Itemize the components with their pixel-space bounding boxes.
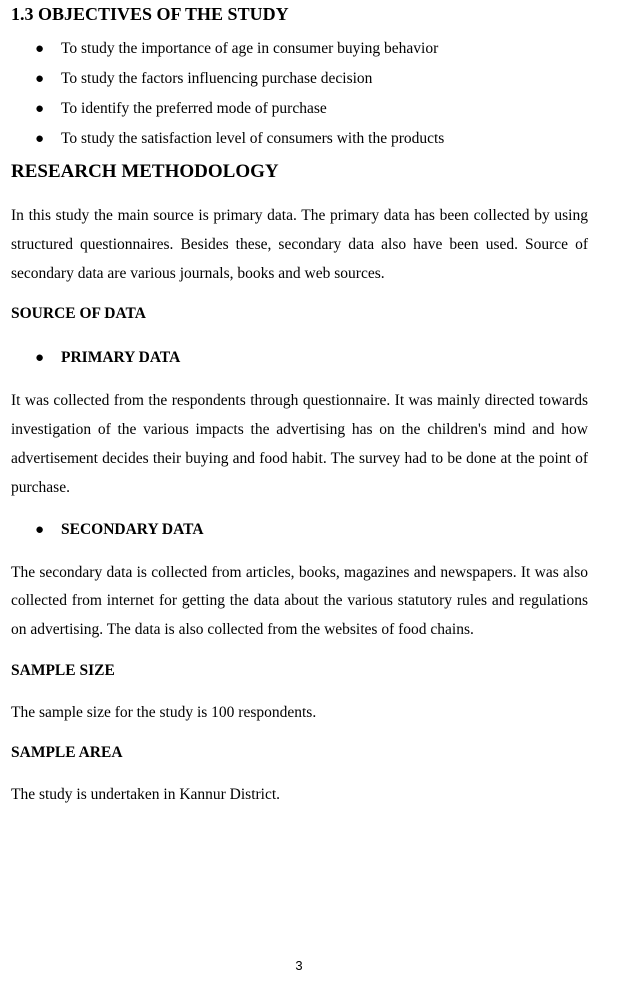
bullet-icon: ● <box>35 101 45 117</box>
objective-text: To study the importance of age in consumer buying behavior <box>61 40 439 57</box>
list-item <box>11 124 588 154</box>
sample-area-paragraph: The study is undertaken in Kannur District. <box>11 785 281 803</box>
primary-data-paragraph: It was collected from the respondents through questionnaire. It was mainly directed towards investigation of the various impacts the advertising has on the children's mind and how advertisement decides their buying and food habit. The survey had to be done at the point of purchase. <box>11 392 588 496</box>
list-item <box>11 94 588 124</box>
methodology-paragraph: In this study the main source is primary data. The primary data has been collected by using structured questionnaires. Besides these, secondary data also have been used. Source of secondary data are various journals, books and web sources. <box>11 207 588 282</box>
secondary-data-paragraph: The secondary data is collected from articles, books, magazines and newspapers. It was also collected from internet for getting the data about the various statutory rules and regulations on advertising. The data is also collected from the websites of food chains. <box>11 563 588 639</box>
bullet-icon: ● <box>35 521 45 538</box>
secondary-data-label: SECONDARY DATA <box>61 520 204 538</box>
bullet-icon: ● <box>35 350 45 367</box>
methodology-heading: RESEARCH METHODOLOGY <box>11 161 279 182</box>
list-item <box>11 34 588 64</box>
sample-size-paragraph: The sample size for the study is 100 respondents. <box>11 703 317 721</box>
source-of-data-heading: SOURCE OF DATA <box>11 305 146 323</box>
secondary-data-heading <box>11 520 588 540</box>
document-page <box>11 0 588 810</box>
list-item <box>11 64 588 94</box>
objectives-heading: 1.3 OBJECTIVES OF THE STUDY <box>11 4 289 24</box>
bullet-icon: ● <box>35 41 45 57</box>
sample-size-heading: SAMPLE SIZE <box>11 661 115 679</box>
objective-text: To identify the preferred mode of purchase <box>61 100 327 117</box>
page-number: 3 <box>295 958 303 973</box>
bullet-icon: ● <box>35 131 45 147</box>
primary-data-heading <box>11 348 588 368</box>
bullet-icon: ● <box>35 71 45 87</box>
primary-data-label: PRIMARY DATA <box>61 349 181 367</box>
sample-area-heading: SAMPLE AREA <box>11 743 123 761</box>
objective-text: To study the factors influencing purchase decision <box>61 70 373 87</box>
objective-text: To study the satisfaction level of consumers with the products <box>61 130 445 147</box>
objectives-list <box>11 34 588 154</box>
